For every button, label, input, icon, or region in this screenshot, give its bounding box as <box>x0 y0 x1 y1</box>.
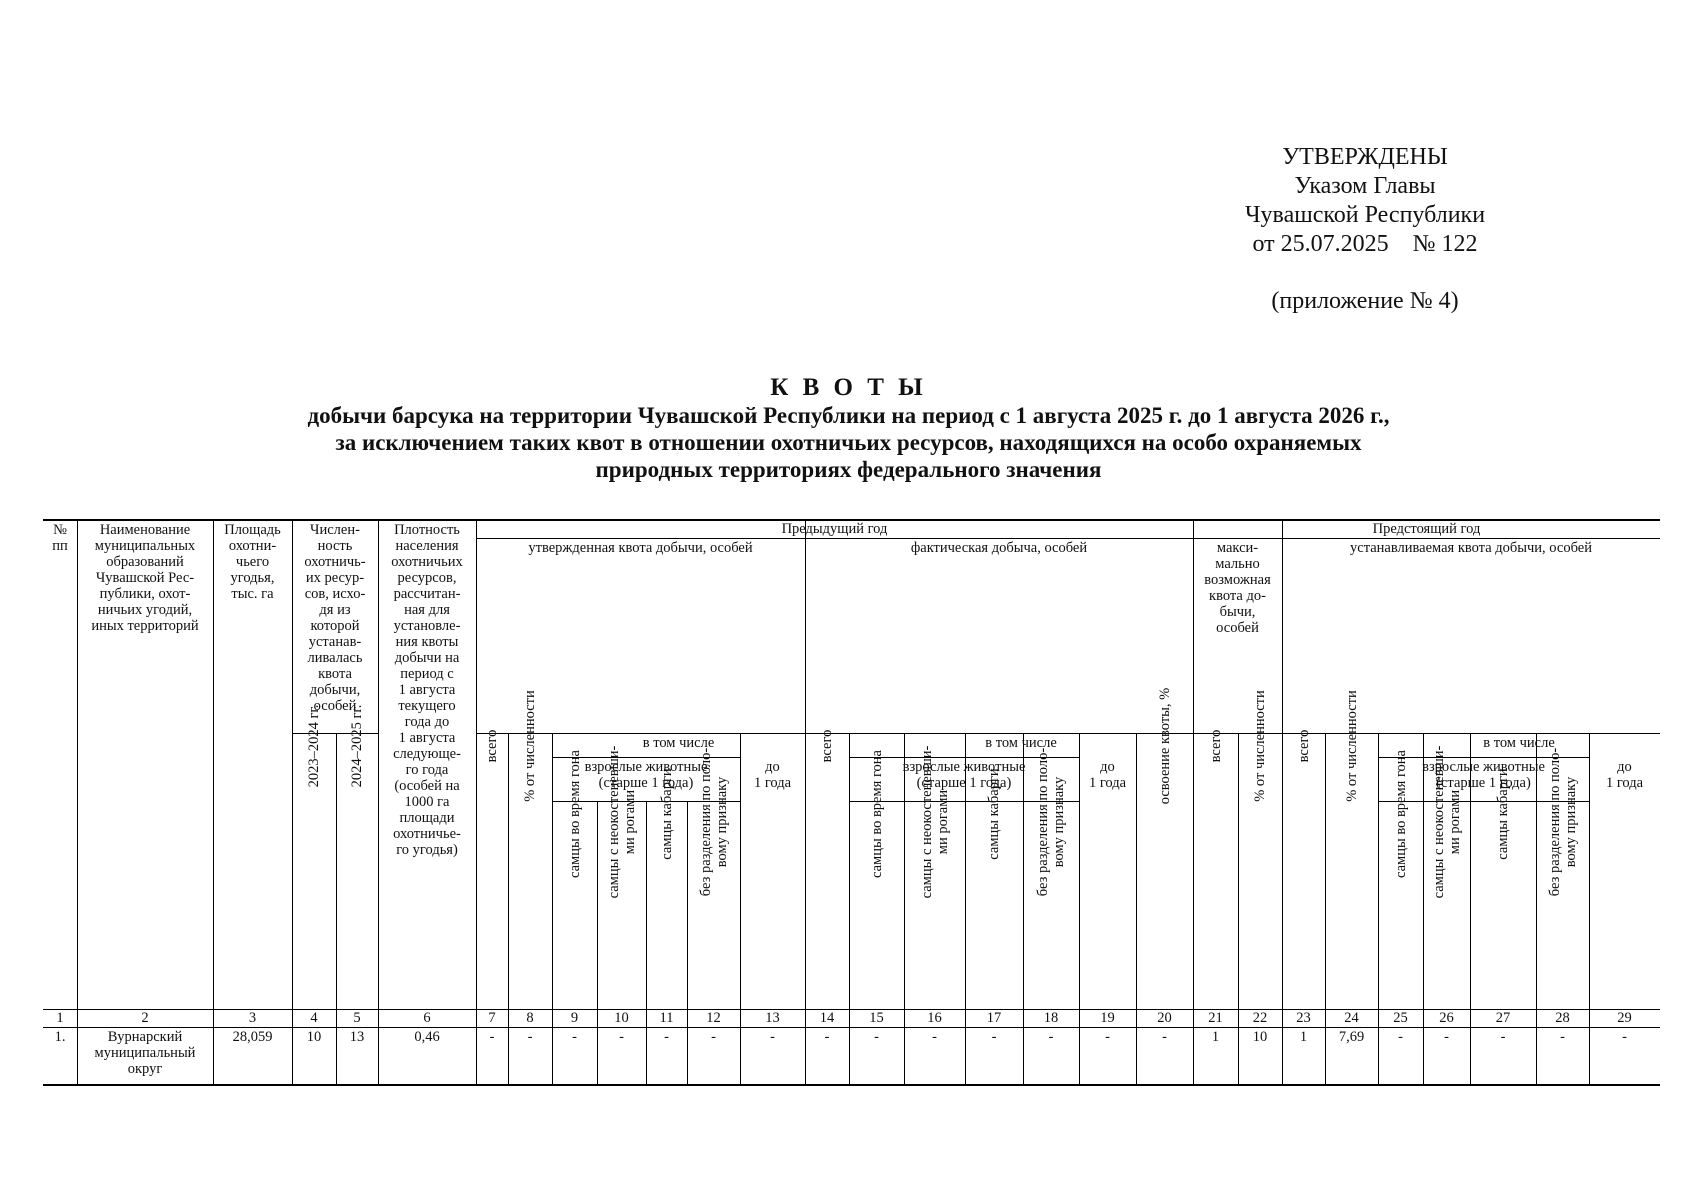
header-number: № пп <box>52 522 68 554</box>
header-period-2024: 2024–2025 гг. <box>349 704 365 788</box>
table-cell: 13 <box>349 1029 365 1045</box>
appendix-label: (приложение № 4) <box>1271 288 1459 314</box>
column-number: 27 <box>1495 1010 1511 1026</box>
table-cell: 1 <box>1299 1029 1308 1045</box>
table-cell: - <box>874 1029 879 1045</box>
header-density: Плотность населения охотничьих ресурсов, рассчитан- ная для установле- ния квоты добычи на период с 1 августа текущего года до 1 августа следующе- го года (особей на 1000 га площади охотничье- го угодья) <box>391 522 463 858</box>
table-cell: - <box>1500 1029 1506 1045</box>
header-percent-of-population: % от численности <box>1343 690 1360 802</box>
table-rule <box>476 538 1660 539</box>
header-including: в том числе <box>985 735 1057 751</box>
header-adults: взрослые животные (старше 1 года) <box>1422 759 1545 791</box>
column-number: 7 <box>488 1010 496 1026</box>
header-males-rut: самцы во время гона <box>566 750 583 879</box>
header-adults: взрослые животные (старше 1 года) <box>584 759 708 791</box>
header-no-sex-division: без разделения по поло- вому признаку <box>1035 747 1067 897</box>
approval-line-2: Указом Главы <box>1294 173 1436 199</box>
table-cell: - <box>489 1029 495 1045</box>
table-cell: - <box>1398 1029 1403 1045</box>
header-quota-use: освоение квоты, % <box>1156 687 1173 805</box>
column-number: 2 <box>141 1010 149 1026</box>
approval-line-1: УТВЕРЖДЕНЫ <box>1282 144 1448 170</box>
column-number: 3 <box>248 1010 257 1026</box>
header-approved-quota: утвержденная квота добычи, особей <box>528 540 753 556</box>
header-actual-harvest: фактическая добыча, особей <box>910 540 1088 556</box>
table-cell: - <box>1444 1029 1449 1045</box>
table-cell: - <box>1105 1029 1110 1045</box>
table-cell: - <box>1560 1029 1565 1045</box>
table-cell: Вурнарский муниципальный округ <box>94 1029 196 1077</box>
header-males-antlers: самцы с неокостеневши- ми рогами <box>605 745 638 899</box>
column-number: 19 <box>1100 1010 1115 1026</box>
column-number: 17 <box>986 1010 1002 1026</box>
table-cell: 7,69 <box>1338 1029 1365 1045</box>
table-rule <box>476 733 1660 734</box>
title-heading: К В О Т Ы <box>770 374 927 401</box>
table-cell: - <box>991 1029 997 1045</box>
table-cell: 28,059 <box>232 1029 273 1045</box>
header-males-antlers: самцы с неокостеневши- ми рогами <box>1430 745 1463 899</box>
column-number: 29 <box>1617 1010 1632 1026</box>
column-number: 11 <box>659 1010 674 1026</box>
header-previous-year: Предыдущий год <box>781 521 888 537</box>
header-population: Числен- ность охотничь- их ресур- сов, исхо- дя из которой устанав- ливалась квота добычи, особей <box>304 522 366 714</box>
header-under-1-year: до 1 года <box>753 759 792 791</box>
header-name: Наименование муниципальных образований Чувашской Рес- публики, охот- ничьих угодий, иных территорий <box>91 522 199 634</box>
table-cell: - <box>824 1029 830 1045</box>
table-cell: 0,46 <box>414 1029 440 1045</box>
title-line-1: добычи барсука на территории Чувашской Республики на период с 1 августа 2025 г. до 1 августа 2026 г., <box>307 403 1390 428</box>
header-total: всего <box>1295 729 1312 763</box>
column-number: 16 <box>927 1010 942 1026</box>
table-cell: - <box>1048 1029 1054 1045</box>
table-rule <box>43 1084 1660 1086</box>
table-cell: - <box>619 1029 624 1045</box>
column-number: 28 <box>1555 1010 1570 1026</box>
column-number: 25 <box>1393 1010 1408 1026</box>
title-line-3: природных территориях федерального значения <box>595 457 1102 482</box>
column-number: 12 <box>706 1010 721 1026</box>
column-number: 5 <box>353 1010 361 1026</box>
table-cell: - <box>664 1029 669 1045</box>
table-cell: - <box>932 1029 937 1045</box>
header-including: в том числе <box>642 735 715 751</box>
column-number: 4 <box>310 1010 318 1026</box>
header-period-2023: 2023–2024 гг. <box>306 704 322 788</box>
header-musk-deer-males: самцы кабарги <box>658 768 675 860</box>
column-number: 26 <box>1439 1010 1454 1026</box>
table-cell: - <box>572 1029 577 1045</box>
table-cell: - <box>770 1029 775 1045</box>
title-line-2: за исключением таких квот в отношении охотничьих ресурсов, находящихся на особо охраняемых <box>335 430 1362 455</box>
header-musk-deer-males: самцы кабарги <box>1495 768 1511 860</box>
header-area: Площадь охотни- чьего угодья, тыс. га <box>224 522 281 602</box>
table-cell: 1 <box>1211 1029 1220 1045</box>
table-cell: 10 <box>1252 1029 1268 1045</box>
header-set-quota: устанавливаемая квота добычи, особей <box>1350 540 1592 556</box>
table-cell: 1. <box>54 1029 66 1045</box>
header-adults: взрослые животные (старше 1 года) <box>902 759 1026 791</box>
column-number: 8 <box>526 1010 534 1026</box>
column-number: 10 <box>614 1010 629 1026</box>
header-under-1-year: до 1 года <box>1605 759 1644 791</box>
column-number: 15 <box>869 1010 884 1026</box>
header-percent-of-population: % от численности <box>522 690 538 802</box>
approval-line-4: от 25.07.2025 № 122 <box>1252 231 1478 257</box>
header-musk-deer-males: самцы кабарги <box>986 768 1002 860</box>
column-number: 9 <box>570 1010 579 1026</box>
table-rule <box>43 1027 1660 1028</box>
approval-line-3: Чувашской Республики <box>1244 202 1486 228</box>
column-number: 24 <box>1344 1010 1359 1026</box>
header-total: всего <box>484 729 500 763</box>
header-total: всего <box>819 729 835 763</box>
header-under-1-year: до 1 года <box>1088 759 1127 791</box>
header-males-antlers: самцы с неокостеневши- ми рогами <box>918 745 951 899</box>
header-total: всего <box>1207 729 1224 763</box>
header-males-rut: самцы во время гона <box>868 750 885 879</box>
header-males-rut: самцы во время гона <box>1392 750 1409 879</box>
table-cell: - <box>711 1029 716 1045</box>
table-cell: 10 <box>306 1029 322 1045</box>
header-percent-of-population: % от численности <box>1252 690 1268 802</box>
header-next-year: Предстоящий год <box>1372 521 1481 537</box>
table-cell: - <box>1162 1029 1167 1045</box>
header-max-quota: макси- мально возможная квота до- бычи, особей <box>1204 540 1271 636</box>
header-including: в том числе <box>1483 735 1555 751</box>
column-number: 20 <box>1157 1010 1172 1026</box>
column-number: 13 <box>765 1010 780 1026</box>
table-cell: - <box>527 1029 533 1045</box>
header-no-sex-division: без разделения по поло- вому признаку <box>1546 747 1579 897</box>
table-cell: - <box>1622 1029 1627 1045</box>
column-number: 6 <box>423 1010 431 1026</box>
column-number: 21 <box>1208 1010 1223 1026</box>
column-number: 23 <box>1296 1010 1311 1026</box>
table-rule <box>805 520 806 1085</box>
header-no-sex-division: без разделения по поло- вому признаку <box>697 747 730 897</box>
column-number: 22 <box>1252 1010 1268 1026</box>
column-number: 1 <box>56 1010 64 1026</box>
column-number: 18 <box>1043 1010 1059 1026</box>
column-number: 14 <box>819 1010 835 1026</box>
